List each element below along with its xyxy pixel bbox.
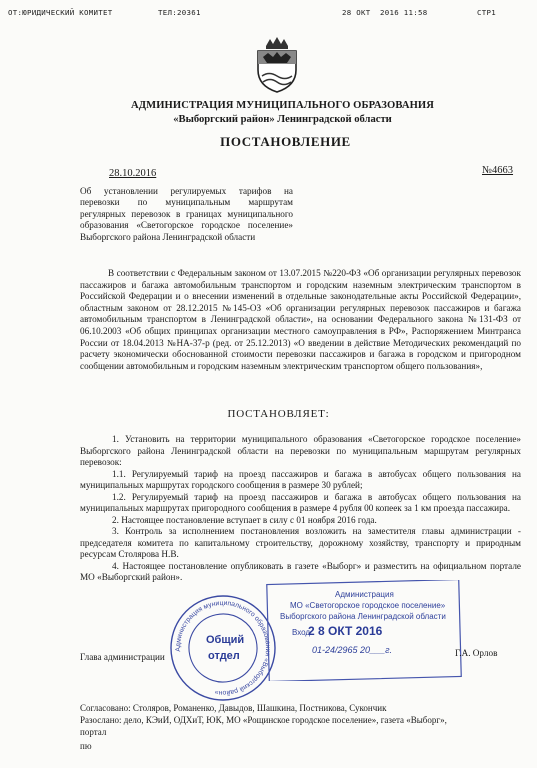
resolution-item: 2. Настоящее постановление вступает в силу с 01 ноября 2016 года. [112,514,377,525]
org-title-line2: «Выборгский район» Ленинградской области [173,114,392,125]
stamp-center-word2: отдел [208,650,240,662]
org-title-line1: АДМИНИСТРАЦИЯ МУНИЦИПАЛЬНОГО ОБРАЗОВАНИЯ [130,100,435,111]
footer-agreed: Согласовано: Столяров, Романенко, Давыдов, Шашкина, Постникова, Сукончик [80,703,387,713]
stamp-rect-line1: Администрация [335,590,394,599]
stamp-rect-line3: Выборгского района Ленинградской области [280,612,446,621]
signature-name: Г.А. Орлов [455,648,498,658]
stamp-ring-text: Администрация муниципального образования «Выборгский район» [174,599,272,697]
resolution-item: 3. Контроль за исполнением постановления возложить на заместителя главы администрации - председателя комитета по капитальному строительству, дорожному хозяйству, транспорту и природным ресурсам Столярова Н.В. [80,526,521,559]
fax-sender: ОТ:ЮРИДИЧЕСКИЙ КОМИТЕТ [8,8,113,17]
signature-title: Глава администрации [80,652,165,662]
round-stamp [167,592,279,704]
fax-phone: ТЕЛ:20361 [158,8,201,17]
stamp-incoming-date: 2 8 ОКТ 2016 [308,624,383,638]
document-preamble: В соответствии с Федеральным законом от 13.07.2015 №220-ФЗ «Об организации регулярных перевозок пассажиров и багажа автомобильным транспортом и городским наземным электрическим транспортом в Российской Федерации и о внесении изменений в отдельные законодательные акты Российской Федерации», областным законом от 28.12.2015 №145-ОЗ «Об организации регулярных перевозок пассажиров и багажа автомобильным транспортом в Ленинградской области», на основании Федерального закона №131-ФЗ от 06.10.2003 «Об общих принципах организации местного самоуправления в РФ», Распоряжением Минтранса России от 18.04.2013 №НА-37-р (ред. от 25.12.2013) «О введении в действие Методических рекомендаций по расчету экономически обоснованной стоимости перевозки пассажиров и багажа в городском и пригородном сообщении автомобильным и городским наземным электрическим транспортом общего пользования», [80,268,521,371]
svg-text:Администрация муниципального о [167,592,279,704]
footer-portal: портал [80,727,107,737]
document-date: 28.10.2016 [109,168,157,179]
coat-of-arms-emblem [254,36,300,94]
resolution-item: 1. Установить на территории муниципального образования «Светогорское городское поселение» Выборгского района Ленинградской области на перевозки по муниципальным маршрутам регулярных перевозок: [80,434,521,467]
resolution-item: 1.1. Регулируемый тариф на проезд пассажиров и багажа в автобусах общего пользования на муниципальных маршрутах городского сообщения в размере 30 рублей; [80,468,521,490]
document-type-title: ПОСТАНОВЛЕНИЕ [220,134,351,149]
document-subject: Об установлении регулируемых тарифов на перевозки по муниципальным маршрутам регулярных перевозок в границах муниципального образования «Светогорское городское поселение» Выборгского района Ленинградской области [80,186,293,242]
resolution-items [80,434,521,584]
footer-distribution: Разослано: дело, КЭиИ, ОДХиТ, ЮК, МО «Рощинское городское поселение», газета «Выборг», [80,715,447,725]
resolution-item: 4. Настоящее постановление опубликовать в газете «Выборг» и разместить на официальном портале МО «Выборгский район». [80,560,521,582]
stamp-center-word1: Общий [206,634,245,646]
stamp-incoming-label: Вход. [292,628,313,637]
fax-datetime: 28 ОКТ 2016 11:58 [342,8,428,17]
fax-page: СТР1 [477,8,496,17]
resolves-heading: ПОСТАНОВЛЯЕТ: [227,408,330,420]
resolution-item: 1.2. Регулируемый тариф на проезд пассажиров и багажа в автобусах общего пользования на муниципальных маршрутах пригородного сообщения в размере 4 рубля 00 копеек за 1 км проезда пассажира. [80,491,521,513]
stamp-rect-line2: МО «Светогорское городское поселение» [290,601,446,610]
stamp-incoming-number: 01-24/2965 20___г. [312,645,393,655]
footer-initials: пю [80,741,92,751]
document-number: №4663 [482,165,514,176]
